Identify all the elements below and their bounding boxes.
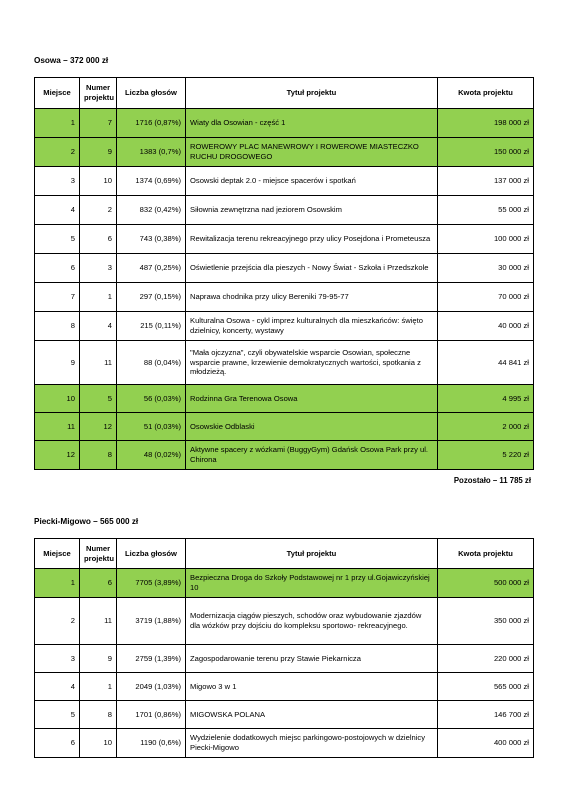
cell-place: 3 — [35, 167, 80, 196]
cell-votes: 1701 (0,86%) — [117, 701, 186, 729]
cell-number: 12 — [80, 413, 117, 441]
cell-title: Osowskie Odblaski — [186, 413, 438, 441]
table-row — [35, 254, 534, 283]
table-row — [35, 196, 534, 225]
cell-votes: 88 (0,04%) — [117, 341, 186, 385]
cell-amount: 150 000 zł — [438, 138, 534, 167]
table-row — [35, 598, 534, 645]
header-votes: Liczba głosów — [117, 78, 186, 109]
header-title: Tytuł projektu — [186, 78, 438, 109]
cell-title: Siłownia zewnętrzna nad jeziorem Osowskim — [186, 196, 438, 225]
cell-amount: 146 700 zł — [438, 701, 534, 729]
cell-amount: 30 000 zł — [438, 254, 534, 283]
table-row — [35, 225, 534, 254]
cell-number: 10 — [80, 167, 117, 196]
table-row — [35, 283, 534, 312]
cell-amount: 565 000 zł — [438, 673, 534, 701]
cell-title: Rewitalizacja terenu rekreacyjnego przy ulicy Posejdona i Prometeusza — [186, 225, 438, 254]
cell-number: 7 — [80, 109, 117, 138]
cell-amount: 40 000 zł — [438, 312, 534, 341]
cell-votes: 1716 (0,87%) — [117, 109, 186, 138]
cell-place: 3 — [35, 645, 80, 673]
cell-amount: 2 000 zł — [438, 413, 534, 441]
cell-number: 5 — [80, 385, 117, 413]
section-title-osowa: Osowa – 372 000 zł — [34, 56, 109, 65]
cell-place: 9 — [35, 341, 80, 385]
table-row — [35, 673, 534, 701]
cell-votes: 48 (0,02%) — [117, 441, 186, 470]
cell-number: 2 — [80, 196, 117, 225]
cell-title: Kulturalna Osowa - cykl imprez kulturalnych dla mieszkańców: święto dzielnicy, koncerty, wystawy — [186, 312, 438, 341]
cell-number: 9 — [80, 138, 117, 167]
cell-number: 1 — [80, 283, 117, 312]
cell-title: Migowo 3 w 1 — [186, 673, 438, 701]
cell-votes: 215 (0,11%) — [117, 312, 186, 341]
header-title: Tytuł projektu — [186, 539, 438, 569]
table-body-piecki-migowo — [35, 569, 534, 758]
cell-place: 5 — [35, 225, 80, 254]
header-amount: Kwota projektu — [438, 78, 534, 109]
table-row — [35, 701, 534, 729]
cell-title: Oświetlenie przejścia dla pieszych - Nowy Świat - Szkoła i Przedszkole — [186, 254, 438, 283]
cell-votes: 2759 (1,39%) — [117, 645, 186, 673]
cell-place: 12 — [35, 441, 80, 470]
cell-number: 6 — [80, 225, 117, 254]
cell-votes: 832 (0,42%) — [117, 196, 186, 225]
cell-votes: 7705 (3,89%) — [117, 569, 186, 598]
cell-number: 11 — [80, 598, 117, 645]
cell-number: 8 — [80, 441, 117, 470]
cell-place: 2 — [35, 138, 80, 167]
table-row — [35, 413, 534, 441]
cell-amount: 100 000 zł — [438, 225, 534, 254]
cell-number: 10 — [80, 729, 117, 758]
cell-place: 8 — [35, 312, 80, 341]
cell-place: 6 — [35, 254, 80, 283]
cell-number: 9 — [80, 645, 117, 673]
table-row — [35, 569, 534, 598]
cell-title: Zagospodarowanie terenu przy Stawie Piekarnicza — [186, 645, 438, 673]
table-row — [35, 385, 534, 413]
cell-number: 4 — [80, 312, 117, 341]
cell-number: 6 — [80, 569, 117, 598]
cell-place: 2 — [35, 598, 80, 645]
cell-place: 1 — [35, 569, 80, 598]
cell-amount: 137 000 zł — [438, 167, 534, 196]
cell-votes: 487 (0,25%) — [117, 254, 186, 283]
cell-title: Modernizacja ciągów pieszych, schodów oraz wybudowanie zjazdów dla wózków przy dojściu do kompleksu sportowo- rekreacyjnego. — [186, 598, 438, 645]
cell-title: Wydzielenie dodatkowych miejsc parkingowo-postojowych w dzielnicy Piecki-Migowo — [186, 729, 438, 758]
cell-amount: 198 000 zł — [438, 109, 534, 138]
table-row — [35, 341, 534, 385]
cell-place: 6 — [35, 729, 80, 758]
cell-amount: 500 000 zł — [438, 569, 534, 598]
remaining-amount: Pozostało – 11 785 zł — [453, 476, 531, 485]
cell-place: 5 — [35, 701, 80, 729]
cell-title: ROWEROWY PLAC MANEWROWY I ROWEROWE MIASTECZKO RUCHU DROGOWEGO — [186, 138, 438, 167]
cell-place: 4 — [35, 673, 80, 701]
cell-votes: 1374 (0,69%) — [117, 167, 186, 196]
table-row — [35, 441, 534, 470]
cell-number: 11 — [80, 341, 117, 385]
cell-votes: 56 (0,03%) — [117, 385, 186, 413]
cell-place: 11 — [35, 413, 80, 441]
cell-place: 4 — [35, 196, 80, 225]
cell-votes: 297 (0,15%) — [117, 283, 186, 312]
cell-amount: 220 000 zł — [438, 645, 534, 673]
header-place: Miejsce — [35, 539, 80, 569]
table-row — [35, 167, 534, 196]
cell-votes: 1190 (0,6%) — [117, 729, 186, 758]
cell-votes: 3719 (1,88%) — [117, 598, 186, 645]
cell-title: Bezpieczna Droga do Szkoły Podstawowej nr 1 przy ul.Gojawiczyńskiej 10 — [186, 569, 438, 598]
cell-votes: 1383 (0,7%) — [117, 138, 186, 167]
cell-votes: 2049 (1,03%) — [117, 673, 186, 701]
cell-amount: 55 000 zł — [438, 196, 534, 225]
cell-amount: 44 841 zł — [438, 341, 534, 385]
cell-title: Wiaty dla Osowian - część 1 — [186, 109, 438, 138]
header-votes: Liczba głosów — [117, 539, 186, 569]
cell-number: 8 — [80, 701, 117, 729]
header-number: Numer projektu — [80, 78, 117, 109]
table-body-osowa — [35, 109, 534, 470]
cell-title: "Mała ojczyzna", czyli obywatelskie wsparcie Osowian, społeczne wsparcie prawne, krzewienie demokratycznych wartości, spotkania z młodzieżą. — [186, 341, 438, 385]
cell-votes: 51 (0,03%) — [117, 413, 186, 441]
cell-amount: 5 220 zł — [438, 441, 534, 470]
section-title-piecki-migowo: Piecki-Migowo – 565 000 zł — [34, 517, 139, 526]
cell-number: 3 — [80, 254, 117, 283]
table-row — [35, 109, 534, 138]
table-row — [35, 312, 534, 341]
cell-title: Naprawa chodnika przy ulicy Bereniki 79-95-77 — [186, 283, 438, 312]
cell-title: MIGOWSKA POLANA — [186, 701, 438, 729]
cell-title: Aktywne spacery z wózkami (BuggyGym) Gdańsk Osowa Park przy ul. Chirona — [186, 441, 438, 470]
cell-votes: 743 (0,38%) — [117, 225, 186, 254]
results-table-piecki-migowo — [34, 538, 534, 758]
cell-amount: 4 995 zł — [438, 385, 534, 413]
cell-number: 1 — [80, 673, 117, 701]
cell-place: 7 — [35, 283, 80, 312]
cell-amount: 350 000 zł — [438, 598, 534, 645]
table-header-row — [35, 78, 534, 109]
table-row — [35, 729, 534, 758]
table-row — [35, 645, 534, 673]
results-table-osowa — [34, 77, 534, 470]
header-number: Numer projektu — [80, 539, 117, 569]
cell-title: Osowski deptak 2.0 - miejsce spacerów i spotkań — [186, 167, 438, 196]
header-amount: Kwota projektu — [438, 539, 534, 569]
table-header-row — [35, 539, 534, 569]
table-row — [35, 138, 534, 167]
cell-place: 10 — [35, 385, 80, 413]
cell-place: 1 — [35, 109, 80, 138]
cell-title: Rodzinna Gra Terenowa Osowa — [186, 385, 438, 413]
cell-amount: 70 000 zł — [438, 283, 534, 312]
header-place: Miejsce — [35, 78, 80, 109]
cell-amount: 400 000 zł — [438, 729, 534, 758]
